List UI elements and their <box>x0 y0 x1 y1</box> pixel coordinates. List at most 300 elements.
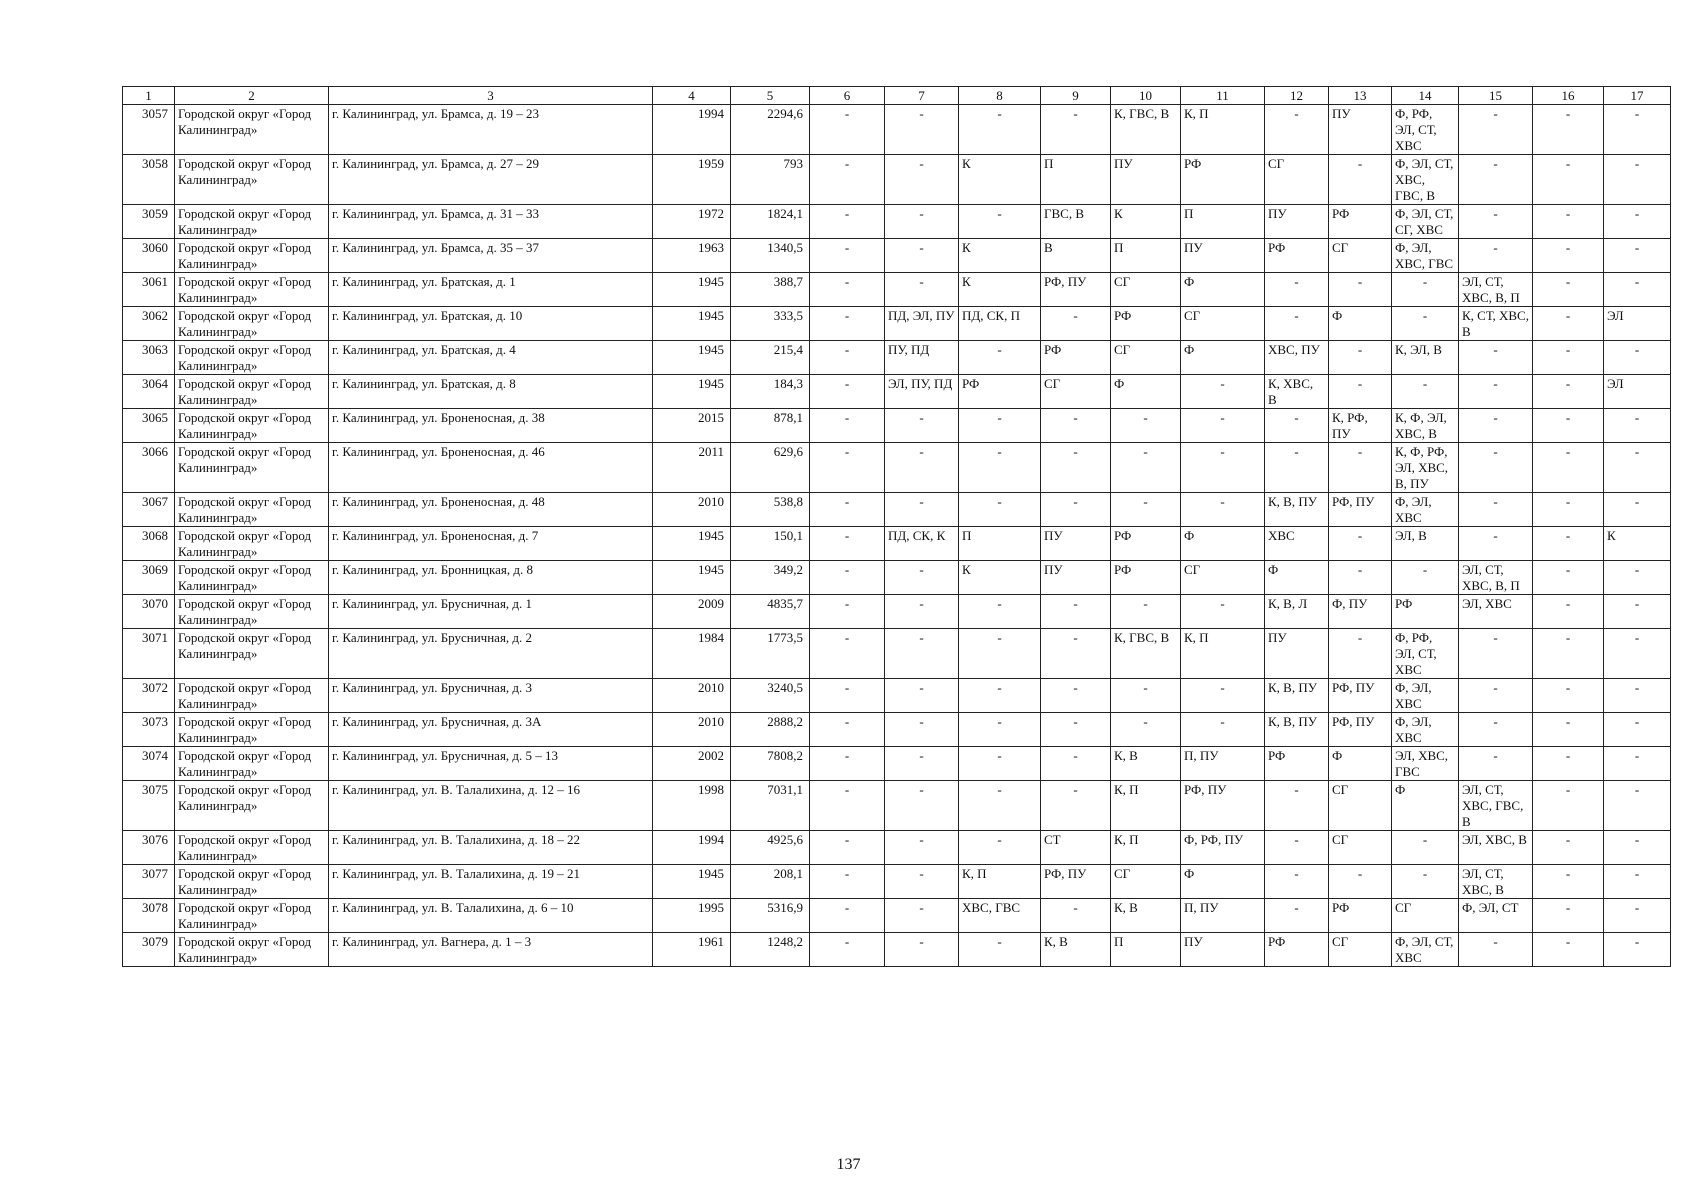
table-cell: 1773,5 <box>731 629 810 679</box>
table-cell: - <box>1604 273 1671 307</box>
table-row <box>123 273 1671 307</box>
table-cell: К <box>1604 527 1671 561</box>
table-cell: К, В, ПУ <box>1265 713 1329 747</box>
table-cell: 7031,1 <box>731 781 810 831</box>
table-cell: - <box>1533 155 1604 205</box>
table-cell: Городской округ «Город Калининград» <box>175 713 329 747</box>
table-cell: К, В, ПУ <box>1265 493 1329 527</box>
table-cell: - <box>810 307 885 341</box>
table-cell: - <box>810 443 885 493</box>
table-cell: - <box>1329 527 1392 561</box>
table-cell: ПУ <box>1329 105 1392 155</box>
table-cell: 1340,5 <box>731 239 810 273</box>
table-cell: ЭЛ, СТ, ХВС, В, П <box>1459 273 1533 307</box>
table-cell: - <box>1533 831 1604 865</box>
table-cell: - <box>1533 933 1604 967</box>
table-cell: - <box>885 865 959 899</box>
table-cell: Городской округ «Город Калининград» <box>175 105 329 155</box>
table-cell: - <box>1533 307 1604 341</box>
table-cell: - <box>1181 375 1265 409</box>
table-cell: Ф <box>1265 561 1329 595</box>
table-cell: 3067 <box>123 493 175 527</box>
table-cell: - <box>1459 527 1533 561</box>
table-cell: 1995 <box>653 899 731 933</box>
table-cell: Городской округ «Город Калининград» <box>175 933 329 967</box>
table-cell: - <box>810 409 885 443</box>
table-cell: г. Калининград, ул. В. Талалихина, д. 6 – 10 <box>329 899 653 933</box>
table-row <box>123 747 1671 781</box>
table-cell: Городской округ «Город Калининград» <box>175 205 329 239</box>
table-cell: Ф, ПУ <box>1329 595 1392 629</box>
table-cell: - <box>1265 899 1329 933</box>
table-cell: Ф, РФ, ПУ <box>1181 831 1265 865</box>
table-cell: - <box>1041 595 1111 629</box>
header-cell: 8 <box>959 87 1041 105</box>
table-cell: г. Калининград, ул. Брамса, д. 35 – 37 <box>329 239 653 273</box>
table-cell: Ф, РФ, ЭЛ, СТ, ХВС <box>1392 629 1459 679</box>
table-cell: - <box>1111 443 1181 493</box>
table-cell: г. Калининград, ул. Брамса, д. 27 – 29 <box>329 155 653 205</box>
table-cell: СГ <box>1329 239 1392 273</box>
table-cell: 3078 <box>123 899 175 933</box>
table-cell: СГ <box>1329 781 1392 831</box>
table-cell: - <box>885 155 959 205</box>
table-cell: 2010 <box>653 679 731 713</box>
table-cell: - <box>1265 105 1329 155</box>
table-cell: - <box>810 865 885 899</box>
table-cell: - <box>1459 341 1533 375</box>
table-cell: - <box>1533 713 1604 747</box>
table-cell: 2015 <box>653 409 731 443</box>
table-row <box>123 443 1671 493</box>
table-cell: Ф, ЭЛ, ХВС, ГВС <box>1392 239 1459 273</box>
table-cell: - <box>1604 205 1671 239</box>
table-cell: - <box>1041 629 1111 679</box>
table-cell: 1961 <box>653 933 731 967</box>
table-cell: 538,8 <box>731 493 810 527</box>
table-cell: К, ХВС, В <box>1265 375 1329 409</box>
table-cell: 3057 <box>123 105 175 155</box>
table-cell: 1998 <box>653 781 731 831</box>
table-cell: 1945 <box>653 527 731 561</box>
table-cell: В <box>1041 239 1111 273</box>
table-cell: К, П <box>1111 781 1181 831</box>
table-cell: ПУ <box>1041 561 1111 595</box>
table-cell: РФ <box>1111 307 1181 341</box>
table-cell: Городской округ «Город Калининград» <box>175 561 329 595</box>
table-cell: К, Ф, ЭЛ, ХВС, В <box>1392 409 1459 443</box>
table-cell: - <box>810 561 885 595</box>
table-cell: ЭЛ, В <box>1392 527 1459 561</box>
table-cell: Городской округ «Город Калининград» <box>175 865 329 899</box>
table-cell: г. Калининград, ул. Броненосная, д. 38 <box>329 409 653 443</box>
table-cell: РФ, ПУ <box>1329 493 1392 527</box>
table-cell: 388,7 <box>731 273 810 307</box>
table-cell: 1994 <box>653 105 731 155</box>
table-cell: РФ <box>959 375 1041 409</box>
table-cell: - <box>810 205 885 239</box>
table-cell: ПУ <box>1265 205 1329 239</box>
table-cell: РФ <box>1329 205 1392 239</box>
table-row <box>123 307 1671 341</box>
table-cell: К, П <box>1181 629 1265 679</box>
page-number: 137 <box>836 1156 861 1173</box>
table-cell: 208,1 <box>731 865 810 899</box>
table-cell: Городской округ «Город Калининград» <box>175 679 329 713</box>
table-cell: 3061 <box>123 273 175 307</box>
table-cell: К, РФ, ПУ <box>1329 409 1392 443</box>
table-cell: - <box>885 629 959 679</box>
table-cell: - <box>1604 629 1671 679</box>
table-row <box>123 679 1671 713</box>
table-cell: - <box>1392 307 1459 341</box>
table-row <box>123 239 1671 273</box>
table-cell: 1824,1 <box>731 205 810 239</box>
table-cell: - <box>1533 561 1604 595</box>
table-cell: - <box>1111 595 1181 629</box>
table-row <box>123 831 1671 865</box>
header-cell: 15 <box>1459 87 1533 105</box>
table-cell: ГВС, В <box>1041 205 1111 239</box>
table-cell: - <box>959 493 1041 527</box>
table-cell: К, ГВС, В <box>1111 105 1181 155</box>
table-cell: - <box>1604 409 1671 443</box>
table-cell: - <box>1533 409 1604 443</box>
table-cell: - <box>1041 307 1111 341</box>
table-cell: Ф, ЭЛ, СТ, ХВС, ГВС, В <box>1392 155 1459 205</box>
table-cell: РФ <box>1265 933 1329 967</box>
table-cell: РФ, ПУ <box>1329 713 1392 747</box>
table-cell: ХВС <box>1265 527 1329 561</box>
table-cell: - <box>1265 781 1329 831</box>
table-cell: РФ <box>1265 747 1329 781</box>
table-cell: ХВС, ГВС <box>959 899 1041 933</box>
table-cell: ЭЛ, ХВС <box>1459 595 1533 629</box>
table-cell: - <box>810 493 885 527</box>
table-cell: - <box>885 239 959 273</box>
table-cell: г. Калининград, ул. Брамса, д. 31 – 33 <box>329 205 653 239</box>
table-cell: - <box>1265 831 1329 865</box>
table-row <box>123 865 1671 899</box>
table-cell: - <box>1604 561 1671 595</box>
table-cell: - <box>810 679 885 713</box>
table-cell: РФ, ПУ <box>1329 679 1392 713</box>
table-cell: - <box>1604 595 1671 629</box>
table-cell: - <box>1181 595 1265 629</box>
table-cell: К, П <box>959 865 1041 899</box>
table-cell: - <box>1392 561 1459 595</box>
table-cell: - <box>1533 443 1604 493</box>
table-cell: г. Калининград, ул. Братская, д. 8 <box>329 375 653 409</box>
table-cell: К, П <box>1111 831 1181 865</box>
table-cell: К, П <box>1181 105 1265 155</box>
table-cell: Ф <box>1181 865 1265 899</box>
table-cell: П <box>1111 933 1181 967</box>
table-cell: - <box>1265 307 1329 341</box>
table-cell: Городской округ «Город Калининград» <box>175 527 329 561</box>
table-cell: - <box>1329 341 1392 375</box>
table-cell: Городской округ «Город Калининград» <box>175 375 329 409</box>
header-cell: 3 <box>329 87 653 105</box>
table-cell: - <box>810 273 885 307</box>
table-cell: - <box>885 933 959 967</box>
table-cell: - <box>959 747 1041 781</box>
table-cell: 1959 <box>653 155 731 205</box>
table-cell: - <box>810 831 885 865</box>
table-cell: 1972 <box>653 205 731 239</box>
header-cell: 5 <box>731 87 810 105</box>
table-cell: Городской округ «Город Калининград» <box>175 595 329 629</box>
table-cell: - <box>885 747 959 781</box>
table-cell: - <box>1111 713 1181 747</box>
table-cell: К, В <box>1041 933 1111 967</box>
table-cell: 1248,2 <box>731 933 810 967</box>
table-cell: К, ГВС, В <box>1111 629 1181 679</box>
table-cell: - <box>810 105 885 155</box>
table-cell: К, СТ, ХВС, В <box>1459 307 1533 341</box>
table-cell: Ф, ЭЛ, СТ, ХВС <box>1392 933 1459 967</box>
table-cell: - <box>1459 493 1533 527</box>
table-cell: Ф <box>1329 307 1392 341</box>
table-cell: - <box>1265 409 1329 443</box>
table-cell: 3074 <box>123 747 175 781</box>
table-cell: - <box>1533 105 1604 155</box>
table-cell: 3068 <box>123 527 175 561</box>
table-cell: - <box>810 899 885 933</box>
table-cell: - <box>1533 239 1604 273</box>
table-cell: Городской округ «Город Калининград» <box>175 493 329 527</box>
table-cell: СГ <box>1181 307 1265 341</box>
table-cell: - <box>1604 831 1671 865</box>
table-cell: Ф <box>1392 781 1459 831</box>
table-cell: РФ, ПУ <box>1041 273 1111 307</box>
header-cell: 7 <box>885 87 959 105</box>
table-cell: - <box>885 899 959 933</box>
table-cell: Ф, ЭЛ, СТ <box>1459 899 1533 933</box>
table-cell: - <box>810 713 885 747</box>
table-cell: - <box>1459 629 1533 679</box>
table-cell: - <box>1265 273 1329 307</box>
table-cell: 1945 <box>653 307 731 341</box>
table-cell: Городской округ «Город Калининград» <box>175 409 329 443</box>
table-cell: ПУ, ПД <box>885 341 959 375</box>
table-cell: - <box>1459 713 1533 747</box>
table-cell: - <box>1181 713 1265 747</box>
table-header <box>123 87 1671 105</box>
table-cell: СГ <box>1111 865 1181 899</box>
table-cell: ПУ <box>1041 527 1111 561</box>
table-row <box>123 527 1671 561</box>
table-cell: - <box>1041 493 1111 527</box>
table-cell: г. Калининград, ул. Брусничная, д. 5 – 13 <box>329 747 653 781</box>
table-cell: - <box>1533 375 1604 409</box>
table-cell: РФ <box>1181 155 1265 205</box>
table-cell: Ф <box>1111 375 1181 409</box>
table-cell: - <box>1533 595 1604 629</box>
table-cell: 3064 <box>123 375 175 409</box>
table-cell: Городской округ «Город Калининград» <box>175 273 329 307</box>
table-cell: г. Калининград, ул. В. Талалихина, д. 18 – 22 <box>329 831 653 865</box>
table-cell: 349,2 <box>731 561 810 595</box>
table-cell: СГ <box>1111 273 1181 307</box>
table-cell: К <box>959 273 1041 307</box>
table-cell: - <box>885 443 959 493</box>
table-row <box>123 105 1671 155</box>
table-cell: - <box>1533 747 1604 781</box>
table-cell: П <box>1041 155 1111 205</box>
table-cell: - <box>1329 273 1392 307</box>
table-cell: - <box>1459 409 1533 443</box>
header-cell: 6 <box>810 87 885 105</box>
table-cell: г. Калининград, ул. Бронницкая, д. 8 <box>329 561 653 595</box>
table-cell: - <box>885 493 959 527</box>
table-cell: 793 <box>731 155 810 205</box>
table-cell: 3077 <box>123 865 175 899</box>
table-row <box>123 409 1671 443</box>
table-cell: - <box>1533 493 1604 527</box>
table-cell: - <box>1111 409 1181 443</box>
table-row <box>123 713 1671 747</box>
table-cell: - <box>1533 865 1604 899</box>
table-cell: - <box>1604 493 1671 527</box>
table-cell: г. Калининград, ул. Брамса, д. 19 – 23 <box>329 105 653 155</box>
table-cell: - <box>810 375 885 409</box>
data-table <box>122 86 1671 967</box>
table-cell: ЭЛ <box>1604 375 1671 409</box>
table-cell: - <box>959 831 1041 865</box>
table-cell: 2888,2 <box>731 713 810 747</box>
table-cell: Ф, ЭЛ, ХВС <box>1392 679 1459 713</box>
table-cell: 3063 <box>123 341 175 375</box>
table-cell: 1945 <box>653 375 731 409</box>
table-cell: - <box>810 341 885 375</box>
table-cell: 2010 <box>653 493 731 527</box>
table-cell: - <box>1604 781 1671 831</box>
header-row <box>123 87 1671 105</box>
table-row <box>123 561 1671 595</box>
table-cell: П <box>1111 239 1181 273</box>
table-row <box>123 899 1671 933</box>
table-cell: г. Калининград, ул. Броненосная, д. 48 <box>329 493 653 527</box>
table-cell: - <box>1181 493 1265 527</box>
header-cell: 17 <box>1604 87 1671 105</box>
table-cell: Городской округ «Город Калининград» <box>175 781 329 831</box>
table-cell: - <box>1329 629 1392 679</box>
table-cell: СГ <box>1111 341 1181 375</box>
table-row <box>123 341 1671 375</box>
table-cell: СГ <box>1265 155 1329 205</box>
header-cell: 9 <box>1041 87 1111 105</box>
table-cell: ПД, СК, К <box>885 527 959 561</box>
table-cell: ЭЛ, ПУ, ПД <box>885 375 959 409</box>
header-cell: 12 <box>1265 87 1329 105</box>
table-cell: 1984 <box>653 629 731 679</box>
table-cell: - <box>1459 105 1533 155</box>
table-cell: ПД, ЭЛ, ПУ <box>885 307 959 341</box>
table-cell: - <box>1533 273 1604 307</box>
table-cell: - <box>885 409 959 443</box>
table-cell: Ф, ЭЛ, СТ, СГ, ХВС <box>1392 205 1459 239</box>
table-cell: - <box>1604 443 1671 493</box>
table-cell: г. Калининград, ул. Брусничная, д. 3А <box>329 713 653 747</box>
table-cell: г. Калининград, ул. Вагнера, д. 1 – 3 <box>329 933 653 967</box>
table-body <box>123 105 1671 967</box>
table-cell: РФ <box>1329 899 1392 933</box>
table-cell: 3071 <box>123 629 175 679</box>
table-row <box>123 205 1671 239</box>
header-cell: 14 <box>1392 87 1459 105</box>
table-cell: - <box>1459 205 1533 239</box>
table-cell: - <box>1265 443 1329 493</box>
table-cell: - <box>959 781 1041 831</box>
table-cell: П <box>959 527 1041 561</box>
table-cell: - <box>1111 493 1181 527</box>
table-cell: К, В <box>1111 899 1181 933</box>
table-cell: - <box>885 205 959 239</box>
table-cell: - <box>1111 679 1181 713</box>
table-cell: - <box>1459 375 1533 409</box>
table-cell: 3075 <box>123 781 175 831</box>
table-cell: СГ <box>1329 831 1392 865</box>
table-cell: - <box>1392 865 1459 899</box>
table-cell: Ф <box>1181 527 1265 561</box>
table-cell: ПД, СК, П <box>959 307 1041 341</box>
table-cell: СГ <box>1181 561 1265 595</box>
table-cell: 3069 <box>123 561 175 595</box>
table-cell: 4925,6 <box>731 831 810 865</box>
table-cell: К <box>1111 205 1181 239</box>
table-cell: - <box>959 205 1041 239</box>
table-cell: РФ <box>1111 527 1181 561</box>
table-cell: г. Калининград, ул. Броненосная, д. 7 <box>329 527 653 561</box>
table-cell: - <box>1604 747 1671 781</box>
table-cell: - <box>1604 105 1671 155</box>
table-cell: - <box>810 933 885 967</box>
table-cell: ЭЛ <box>1604 307 1671 341</box>
table-cell: - <box>1459 933 1533 967</box>
table-cell: - <box>1533 341 1604 375</box>
table-cell: - <box>1181 443 1265 493</box>
table-cell: 3066 <box>123 443 175 493</box>
table-cell: 2294,6 <box>731 105 810 155</box>
table-cell: - <box>1604 341 1671 375</box>
table-cell: РФ <box>1111 561 1181 595</box>
table-cell: ПУ <box>1111 155 1181 205</box>
table-cell: - <box>885 679 959 713</box>
table-cell: 3059 <box>123 205 175 239</box>
table-cell: 2010 <box>653 713 731 747</box>
table-cell: - <box>1329 375 1392 409</box>
header-cell: 11 <box>1181 87 1265 105</box>
table-cell: - <box>810 781 885 831</box>
table-cell: Ф <box>1181 273 1265 307</box>
table-cell: - <box>1533 899 1604 933</box>
table-cell: 3072 <box>123 679 175 713</box>
table-cell: К, В, ПУ <box>1265 679 1329 713</box>
table-cell: К <box>959 561 1041 595</box>
table-cell: 3079 <box>123 933 175 967</box>
table-cell: 1945 <box>653 273 731 307</box>
table-cell: 3076 <box>123 831 175 865</box>
table-cell: - <box>1604 865 1671 899</box>
table-cell: - <box>1533 205 1604 239</box>
table-cell: - <box>1533 629 1604 679</box>
table-cell: ЭЛ, ХВС, В <box>1459 831 1533 865</box>
table-cell: Ф, ЭЛ, ХВС <box>1392 713 1459 747</box>
table-cell: 629,6 <box>731 443 810 493</box>
table-cell: 878,1 <box>731 409 810 443</box>
table-cell: СГ <box>1329 933 1392 967</box>
